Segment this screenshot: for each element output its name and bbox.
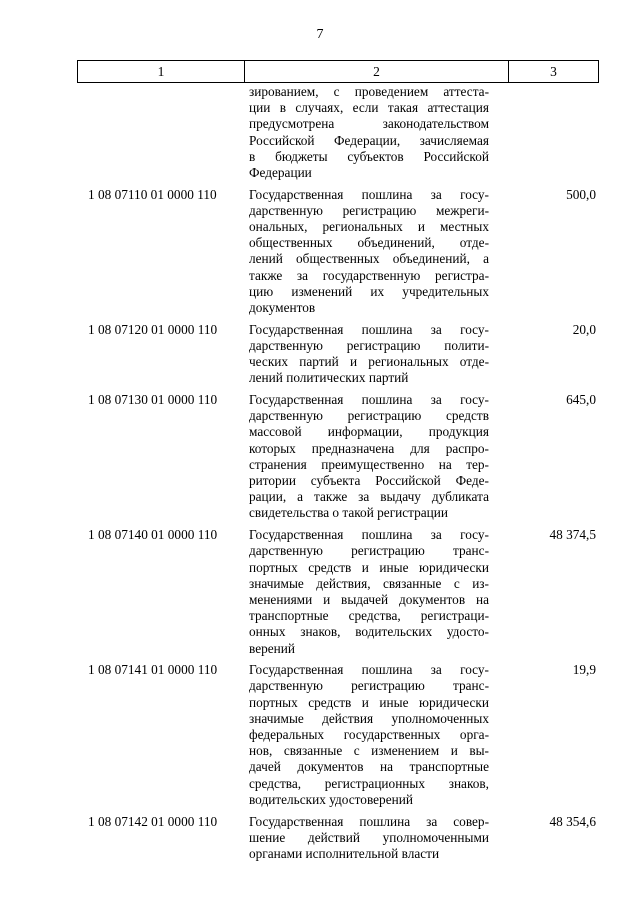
description-line: странения преимущественно на тер- xyxy=(249,456,489,472)
description-line: ции в случаях, если такая аттестация xyxy=(249,100,489,116)
description-line: массовой информации, продукция xyxy=(249,424,489,440)
description-line: ритории субъекта Российской Феде- xyxy=(249,473,489,489)
description-line: органами исполнительной власти xyxy=(249,845,440,861)
amount-value: 645,0 xyxy=(566,392,596,408)
description-line: верений xyxy=(249,640,296,656)
description-line: дарственную регистрацию транс- xyxy=(249,543,489,559)
description-line: водительских удостоверений xyxy=(249,791,413,807)
description-line: Государственная пошлина за госу- xyxy=(249,527,489,543)
description-line: онных знаков, водительских удосто- xyxy=(249,624,489,640)
description-line: Российской Федерации, зачисляемая xyxy=(249,132,489,148)
description-cell xyxy=(249,322,489,387)
budget-code: 1 08 07110 01 0000 110 xyxy=(88,186,217,202)
description-line: зированием, с проведением аттеста- xyxy=(249,84,489,99)
description-line: Государственная пошлина за госу- xyxy=(249,186,489,202)
description-line: Федерации xyxy=(249,164,312,180)
amount-value: 48 374,5 xyxy=(549,527,596,543)
description-line: документов xyxy=(249,300,316,315)
description-cell xyxy=(249,392,489,522)
description-line: лений политических партий xyxy=(249,370,409,386)
description-line: портных средств и иные юридически xyxy=(249,694,489,710)
description-line: предусмотрена законодательством xyxy=(249,116,489,132)
description-cell xyxy=(249,662,489,808)
budget-code: 1 08 07142 01 0000 110 xyxy=(88,813,218,829)
description-line: шение действий уполномоченными xyxy=(249,829,489,845)
description-line: ческих партий и региональных отде- xyxy=(249,354,489,370)
description-line: средства, регистрационных знаков, xyxy=(249,775,489,791)
budget-code: 1 08 07140 01 0000 110 xyxy=(88,527,218,543)
budget-code: 1 08 07120 01 0000 110 xyxy=(88,321,218,337)
description-line: значимые действия уполномоченных xyxy=(249,710,489,726)
description-line: цию изменений их учредительных xyxy=(249,283,489,299)
table-header xyxy=(77,60,599,83)
page-number: 7 xyxy=(316,27,324,42)
description-line: Государственная пошлина за госу- xyxy=(249,662,489,678)
description-line: свидетельства о такой регистрации xyxy=(249,505,449,521)
description-line: дарственную регистрацию транс- xyxy=(249,678,489,694)
column-header-2: 2 xyxy=(245,61,509,82)
description-line: нов, связанные с изменением и вы- xyxy=(249,743,489,759)
description-line: Государственная пошлина за госу- xyxy=(249,321,489,337)
description-line: лений общественных объединений, а xyxy=(249,251,489,267)
description-line: Государственная пошлина за госу- xyxy=(249,392,489,408)
description-cell xyxy=(249,814,489,863)
description-line: дачей документов на транспортные xyxy=(249,759,489,775)
description-line: дарственную регистрацию средств xyxy=(249,408,489,424)
description-line: дарственную регистрацию межреги- xyxy=(249,202,489,218)
description-cell xyxy=(249,527,489,657)
description-line: общественных объединений, отде- xyxy=(249,235,489,251)
amount-value: 19,9 xyxy=(572,662,596,678)
description-line: в бюджеты субъектов Российской xyxy=(249,148,489,164)
description-line: федеральных государственных орга- xyxy=(249,727,489,743)
description-line: Государственная пошлина за совер- xyxy=(249,813,489,829)
description-line: портных средств и иные юридически xyxy=(249,559,489,575)
description-cell xyxy=(249,187,489,317)
description-line: также за государственную регистра- xyxy=(249,267,489,283)
description-line: которых предназначена для распро- xyxy=(249,440,489,456)
description-line: значимые действия, связанные с из- xyxy=(249,575,489,591)
budget-code: 1 08 07141 01 0000 110 xyxy=(88,662,218,678)
amount-value: 20,0 xyxy=(572,321,596,337)
amount-value: 500,0 xyxy=(566,186,596,202)
description-line: рации, а также за выдачу дубликата xyxy=(249,489,489,505)
description-line: транспортные средства, регистраци- xyxy=(249,608,489,624)
description-line: ональных, региональных и местных xyxy=(249,219,489,235)
column-header-3: 3 xyxy=(550,64,557,79)
description-line: дарственную регистрацию полити- xyxy=(249,337,489,353)
column-header-1: 1 xyxy=(78,61,245,82)
amount-value: 48 354,6 xyxy=(549,813,596,829)
description-line: менениями и выдачей документов на xyxy=(249,591,489,607)
budget-code: 1 08 07130 01 0000 110 xyxy=(88,392,218,408)
description-cell xyxy=(249,84,489,181)
